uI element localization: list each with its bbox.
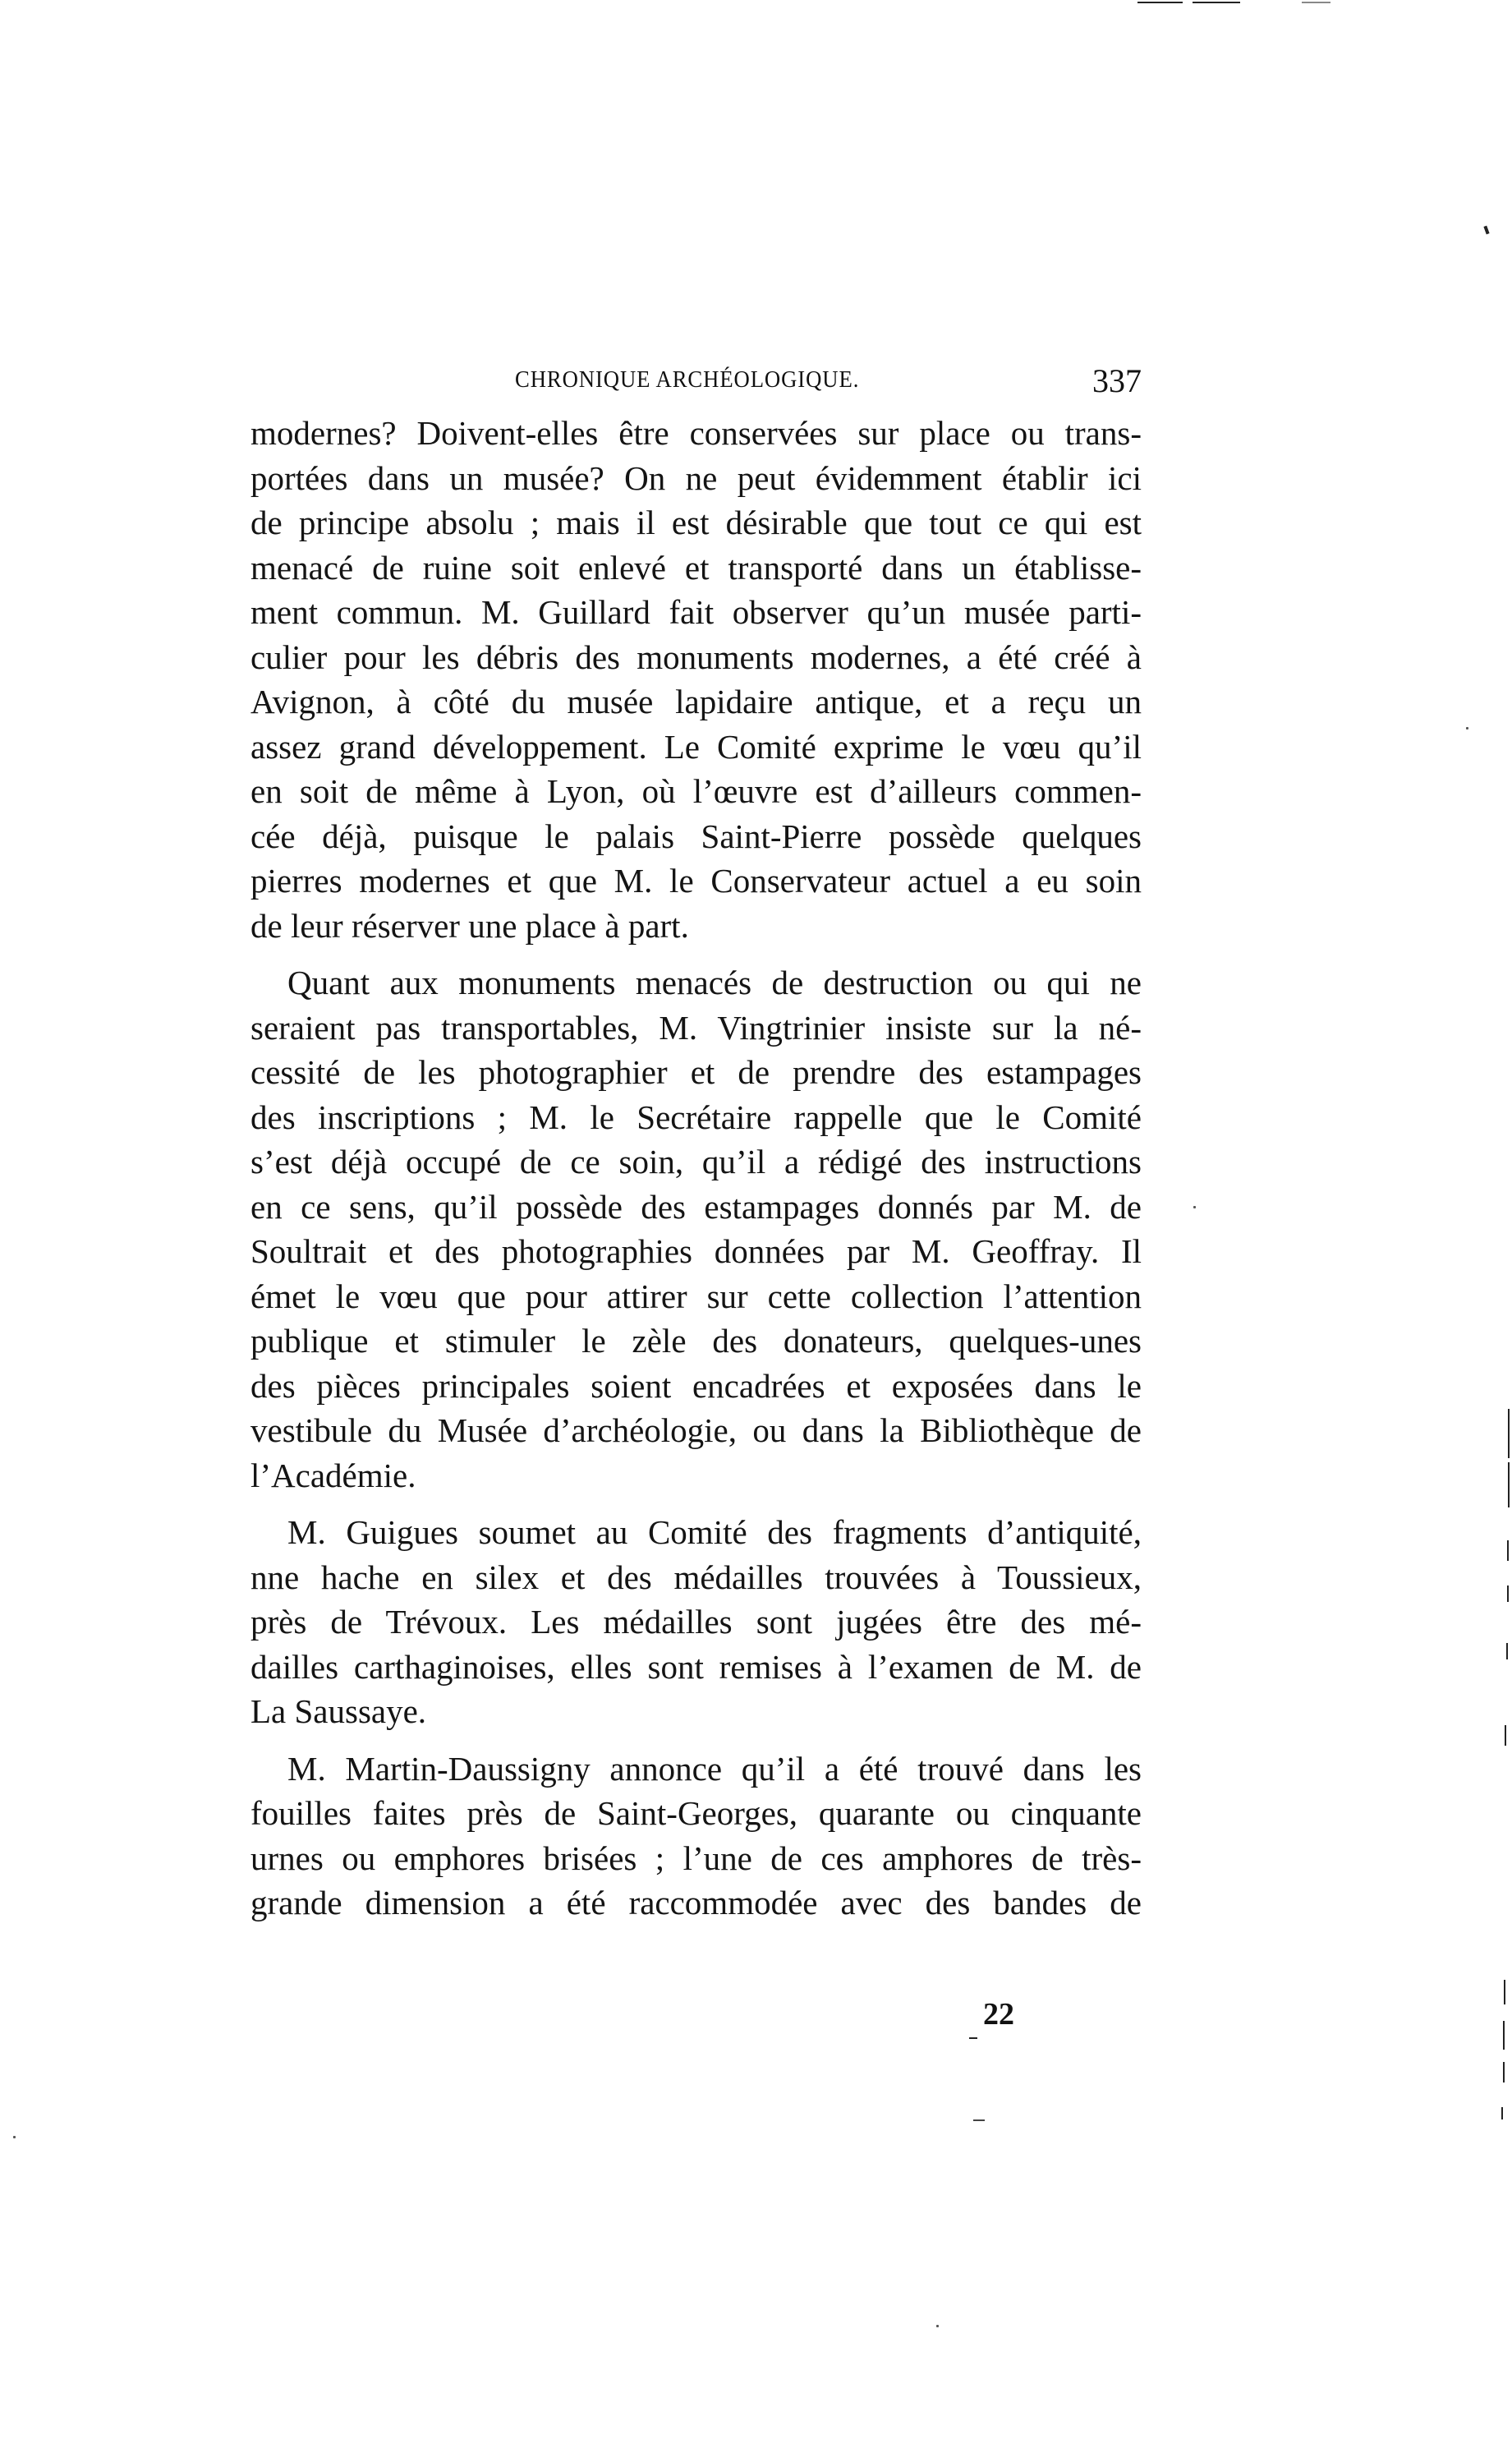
text-line: s’est déjà occupé de ce soin, qu’il a rédigé des instructions (250, 1143, 1142, 1180)
text-line: en soit de même à Lyon, où l’œuvre est d’ailleurs commen- (250, 772, 1142, 810)
text-line: Quant aux monuments menacés de destruction ou qui ne (287, 964, 1142, 1001)
text-line: ment commun. M. Guillard fait observer qu’un musée parti- (250, 593, 1142, 631)
scan-edge-mark (1193, 2, 1240, 3)
paragraph-gap (250, 1498, 1142, 1510)
scan-edge-mark (1507, 1540, 1509, 1561)
scan-edge-mark (1137, 2, 1183, 3)
text-line: pierres modernes et que M. le Conservateur actuel a eu soin (250, 862, 1142, 900)
text-line: M. Martin-Daussigny annonce qu’il a été trouvé dans les (287, 1749, 1142, 1788)
text-line: assez grand développement. Le Comité exprime le vœu qu’il (250, 727, 1142, 766)
text-line: des inscriptions ; M. le Secrétaire rappelle que le Comité (250, 1098, 1142, 1136)
paragraph (250, 1510, 1142, 1734)
scan-speck (1193, 1206, 1196, 1208)
scan-speck (1466, 727, 1468, 729)
scan-edge-mark (1302, 2, 1330, 3)
body-text (250, 411, 1142, 1926)
text-line: menacé de ruine soit enlevé et transporté dans un établisse- (250, 548, 1142, 587)
scan-speck (936, 2325, 939, 2327)
scan-edge-mark (1507, 1585, 1509, 1602)
text-line: urnes ou emphores brisées ; l’une de ces amphores de très- (250, 1839, 1142, 1877)
scan-edge-mark (1501, 2107, 1503, 2119)
text-line: dailles carthaginoises, elles sont remises à l’examen de M. de (250, 1647, 1142, 1686)
scan-speck (13, 2136, 16, 2138)
text-line: vestibule du Musée d’archéologie, ou dans la Bibliothèque de (250, 1411, 1142, 1449)
scan-edge-mark (1508, 1462, 1510, 1507)
text-line: M. Guigues soumet au Comité des fragments d’antiquité, (287, 1513, 1142, 1551)
text-line: La Saussaye. (250, 1692, 427, 1730)
text-line: fouilles faites près de Saint-Georges, quarante ou cinquante (250, 1794, 1142, 1832)
text-line: l’Académie. (250, 1456, 416, 1494)
running-head (250, 361, 1142, 403)
text-line: seraient pas transportables, M. Vingtrinier insiste sur la né- (250, 1008, 1142, 1047)
text-line: cessité de les photographier et de prendre des estampages (250, 1053, 1142, 1091)
scan-edge-mark (1508, 1409, 1510, 1458)
text-line: modernes? Doivent-elles être conservées sur place ou trans- (250, 414, 1142, 452)
text-line: des pièces principales soient encadrées et exposées dans le (250, 1366, 1142, 1405)
paragraph-gap (250, 1734, 1142, 1747)
scan-edge-mark (1503, 2062, 1505, 2083)
text-line: publique et stimuler le zèle des donateurs, quelques-unes (250, 1322, 1142, 1360)
scan-edge-mark (1506, 1643, 1508, 1659)
page-number: 337 (1092, 362, 1142, 399)
scan-edge-mark (1483, 226, 1489, 235)
paragraph-gap (250, 948, 1142, 960)
text-line: émet le vœu que pour attirer sur cette collection l’attention (250, 1277, 1142, 1315)
paragraph (250, 960, 1142, 1498)
paragraph (250, 411, 1142, 948)
text-line: de leur réserver une place à part. (250, 906, 689, 945)
scan-edge-mark (1503, 2021, 1505, 2050)
scan-edge-mark (969, 2037, 977, 2039)
scan-edge-mark (973, 2119, 985, 2121)
scan-edge-mark (1505, 1725, 1506, 1746)
text-line: culier pour les débris des monuments modernes, a été créé à (250, 637, 1142, 676)
text-line: portées dans un musée? On ne peut évidemment établir ici (250, 458, 1142, 497)
scan-edge-mark (1504, 1980, 1505, 2004)
text-line: Avignon, à côté du musée lapidaire antique, et a reçu un (250, 683, 1142, 720)
text-line: près de Trévoux. Les médailles sont jugées être des mé- (250, 1603, 1142, 1641)
text-line: nne hache en silex et des médailles trouvées à Toussieux, (250, 1558, 1142, 1596)
signature-mark: 22 (983, 1997, 1014, 2032)
text-line: en ce sens, qu’il possède des estampages donnés par M. de (250, 1187, 1142, 1226)
running-title: CHRONIQUE ARCHÉOLOGIQUE. (515, 366, 860, 393)
text-line: Soultrait et des photographies données par M. Geoffray. Il (250, 1232, 1142, 1270)
text-line: de principe absolu ; mais il est désirable que tout ce qui est (250, 504, 1142, 541)
text-line: cée déjà, puisque le palais Saint-Pierre possède quelques (250, 817, 1142, 855)
paragraph (250, 1747, 1142, 1926)
text-line: grande dimension a été raccommodée avec des bandes de (250, 1884, 1142, 1921)
